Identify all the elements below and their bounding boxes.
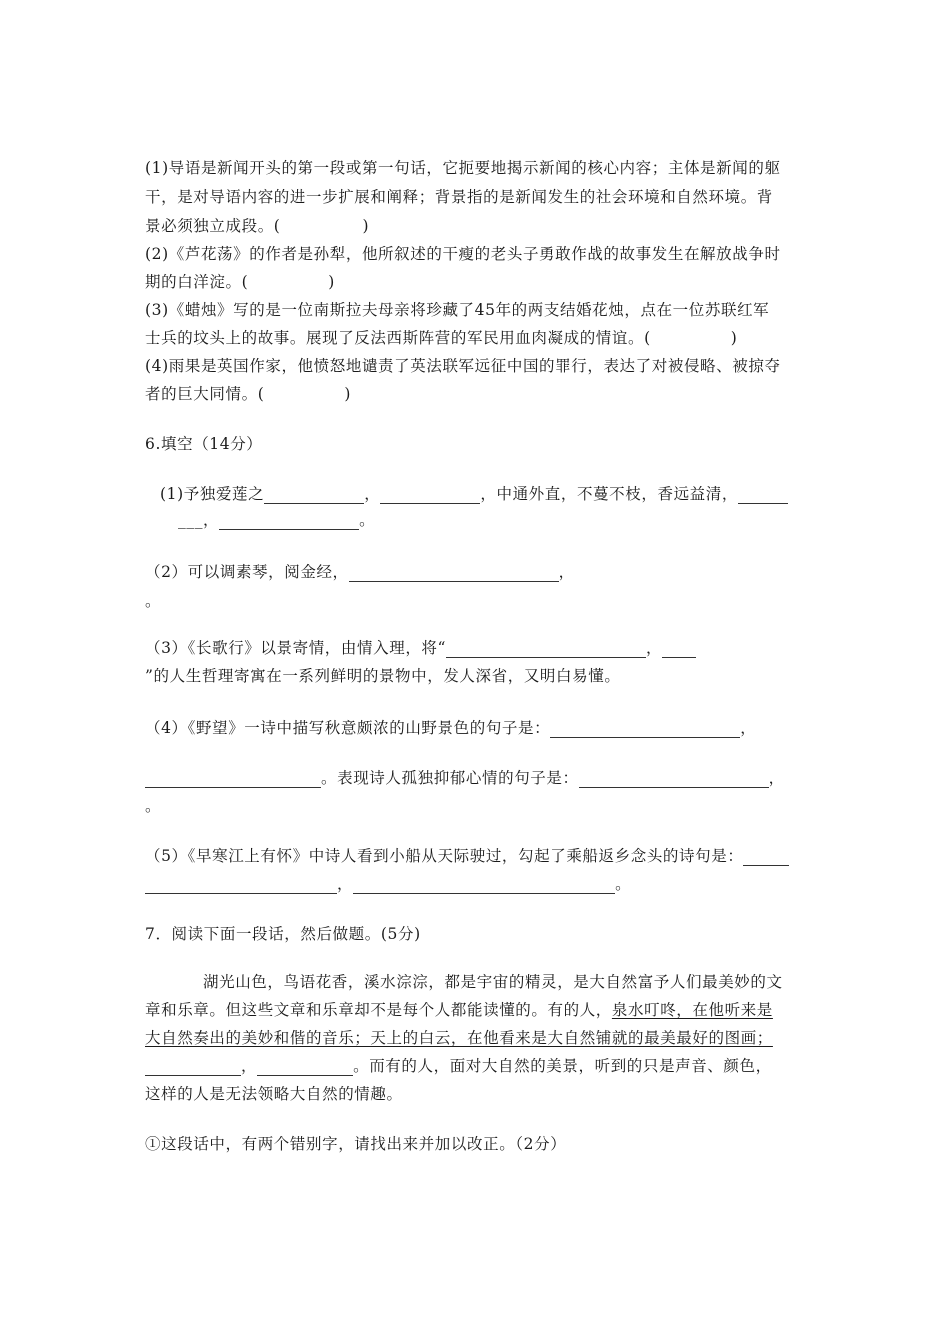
q5-item3-line2: 士兵的坟头上的故事。展现了反法西斯阵营的军民用血肉凝成的情谊。( ) <box>145 329 738 347</box>
q6-s4-line1: （4）《野望》一诗中描写秋意颇浓的山野景色的句子是： ， <box>145 719 757 737</box>
fill-blank[interactable] <box>145 877 337 894</box>
q6-heading: 6.填空（14分） <box>145 435 263 453</box>
fill-blank[interactable] <box>353 877 615 894</box>
fill-blank[interactable] <box>579 771 769 788</box>
q7-paragraph-line1: 湖光山色，鸟语花香，溪水淙淙，都是宇宙的精灵，是大自然富予人们最美妙的文 <box>203 973 783 991</box>
fill-blank[interactable] <box>738 487 788 504</box>
q5-item1-line2: 干，是对导语内容的进一步扩展和阐释；背景指的是新闻发生的社会环境和自然环境。背 <box>145 188 773 206</box>
q7-paragraph-line5: 这样的人是无法领略大自然的情趣。 <box>145 1085 403 1103</box>
q5-item3-line1: (3)《蜡烛》写的是一位南斯拉夫母亲将珍藏了45年的两支结婚花烛，点在一位苏联红军 <box>145 301 770 319</box>
fill-blank[interactable] <box>380 487 480 504</box>
fill-blank[interactable] <box>349 565 559 582</box>
fill-blank[interactable] <box>145 771 321 788</box>
underlined-sentence: 大自然奏出的美妙和偕的音乐；天上的白云，在他看来是大自然铺就的最美最好的图画； <box>145 1029 773 1047</box>
q5-item1-line1: (1)导语是新闻开头的第一段或第一句话，它扼要地揭示新闻的核心内容；主体是新闻的躯 <box>145 159 781 177</box>
q6-s4-line2: 。表现诗人孤独抑郁心情的句子是： ， <box>145 768 785 788</box>
fill-blank[interactable] <box>662 641 696 658</box>
q5-item2-line2: 期的白洋淀。( ) <box>145 273 335 291</box>
fill-blank[interactable] <box>219 513 359 530</box>
q5-item2-line1: (2)《芦花荡》的作者是孙犁，他所叙述的干瘦的老头子勇敢作战的故事发生在解放战争时 <box>145 245 781 263</box>
q6-s3-line2: ”的人生哲理寄寓在一系列鲜明的景物中，发人深省，又明白易懂。 <box>145 667 621 685</box>
q6-s2-line1: （2）可以调素琴，阅金经， ， <box>145 563 575 581</box>
q5-item4-line2: 者的巨大同情。( ) <box>145 385 352 403</box>
fill-blank[interactable] <box>257 1059 353 1076</box>
fill-blank[interactable] <box>446 641 646 658</box>
fill-blank[interactable] <box>743 849 789 866</box>
underlined-sentence: 泉水叮咚，在他听来是 <box>611 1001 773 1019</box>
q6-s3-line1: （3）《长歌行》以景寄情，由情入理，将“ ， <box>145 638 696 658</box>
fill-blank[interactable] <box>264 487 364 504</box>
q7-subquestion-1: ①这段话中，有两个错别字，请找出来并加以改正。（2分） <box>145 1135 567 1153</box>
q6-s1-line1: (1)予独爱莲之 ， ，中通外直，不蔓不枝，香远益清， <box>160 484 788 504</box>
q6-s1-line2: ___， 。 <box>178 511 376 529</box>
q5-item1-line3: 景必须独立成段。( ) <box>145 217 370 235</box>
q6-s4-line3: 。 <box>145 797 162 815</box>
fill-blank[interactable] <box>145 1059 241 1076</box>
q7-paragraph-line2: 章和乐章。但这些文章和乐章却不是每个人都能读懂的。有的人，泉水叮咚，在他听来是 <box>145 1001 773 1019</box>
q6-s5-line2: ， 。 <box>145 874 631 894</box>
q5-item4-line1: (4)雨果是英国作家，他愤怒地谴责了英法联军远征中国的罪行，表达了对被侵略、被掠夺 <box>145 357 781 375</box>
q7-paragraph-line3 <box>145 1028 773 1048</box>
q6-s2-line2: 。 <box>145 592 162 610</box>
q6-s5-line1: （5）《早寒江上有怀》中诗人看到小船从天际驶过，勾起了乘船返乡念头的诗句是： <box>145 846 789 866</box>
fill-blank[interactable] <box>550 721 740 738</box>
q7-paragraph-line4: ， 。而有的人，面对大自然的美景，听到的只是声音、颜色， <box>145 1056 772 1076</box>
q7-heading: 7．阅读下面一段话，然后做题。(5分) <box>145 925 421 943</box>
